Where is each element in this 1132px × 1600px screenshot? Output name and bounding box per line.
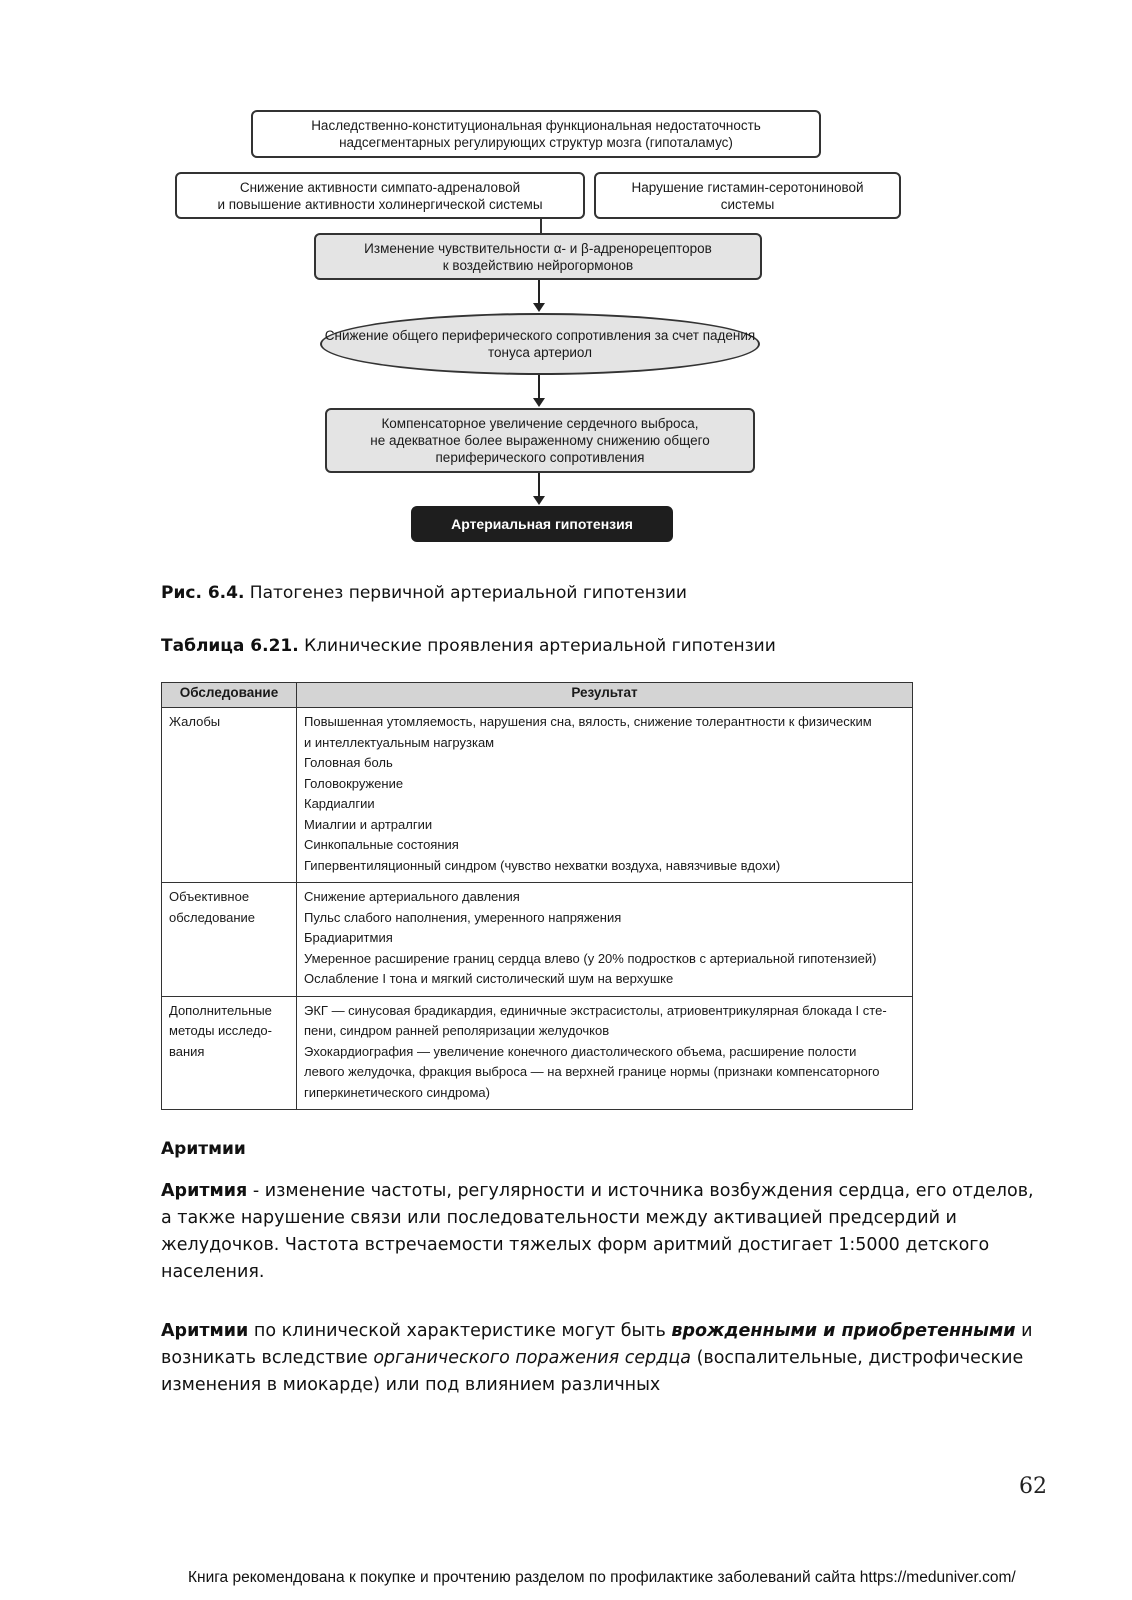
clinical-table	[161, 682, 913, 1110]
diagram-text-line: Нарушение гистамин-серотониновой	[631, 179, 864, 195]
cell-line: Брадиаритмия	[304, 930, 393, 945]
table-header-row	[162, 683, 913, 708]
paragraph-definition	[161, 1178, 1041, 1286]
section-heading: Аритмии	[161, 1139, 246, 1159]
cell-line: Снижение артериального давления	[304, 889, 520, 904]
term-bold: Аритмии	[161, 1321, 249, 1341]
table-caption	[161, 636, 776, 656]
cell-line: Повышенная утомляемость, нарушения сна, вялость, снижение толерантности к физическим	[304, 714, 872, 729]
table-row	[162, 883, 913, 997]
cell-line: Синкопальные состояния	[304, 837, 459, 852]
paragraph-text: (воспалительные, дистрофические изменения в миокарде) или под влиянием различных	[161, 1348, 1024, 1395]
diagram-ellipse-resistance	[320, 313, 760, 375]
table-cell-content	[297, 883, 913, 997]
diagram-text-line: системы	[720, 196, 775, 212]
paragraph-text: и возникать вследствие	[161, 1321, 1033, 1368]
connector-line	[540, 219, 542, 233]
page-number: 62	[1019, 1474, 1047, 1499]
table-cell-label	[162, 996, 297, 1110]
arrow-down-icon	[538, 375, 540, 405]
term-bold: Аритмия	[161, 1181, 248, 1201]
table-caption-text: Клинические проявления артериальной гипотензии	[298, 636, 776, 656]
arrow-down-icon	[538, 280, 540, 310]
row-label: Объективное обследование	[169, 889, 256, 925]
diagram-text-line: Артериальная гипотензия	[451, 515, 633, 532]
row-label: Жалобы	[169, 714, 221, 729]
cell-line: Миалгии и артралгии	[304, 816, 433, 832]
diagram-text-line: Компенсаторное увеличение сердечного выброса,	[381, 416, 699, 431]
paragraph-classification	[161, 1318, 1041, 1399]
table-row	[162, 996, 913, 1110]
diagram-text-line: и повышение активности холинергической системы	[217, 196, 543, 212]
emphasis-bold-italic: врожденными и приобретенными	[671, 1321, 1016, 1341]
cell-line: гиперкинетического синдрома)	[304, 1084, 490, 1100]
table-header-cell: Результат	[297, 683, 913, 708]
diagram-box-histamine	[594, 172, 901, 219]
diagram-text-line: не адекватное более выраженному снижению общего	[370, 433, 710, 448]
cell-line: Кардиалгии	[304, 796, 375, 811]
diagram-text-line: Изменение чувствительности α- и β-адренорецепторов	[364, 240, 712, 256]
table-header-cell: Обследование	[162, 683, 297, 708]
cell-line: Пульс слабого наполнения, умеренного напряжения	[304, 909, 622, 925]
arrow-down-icon	[538, 473, 540, 503]
diagram-box-sympatho	[175, 172, 585, 219]
diagram-box-receptors	[314, 233, 762, 280]
cell-line: Гипервентиляционный синдром (чувство нехватки воздуха, навязчивые вдохи)	[304, 857, 781, 873]
table-cell-label	[162, 883, 297, 997]
table-cell-content	[297, 708, 913, 883]
paragraph-text: - изменение частоты, регулярности и источника возбуждения сердца, его отделов, а также нарушение связи или последовательности между активацией предсердий и желудочков. Частота встречаемости тяжелых форм аритмий достигает 1:5000 детского населения.	[161, 1181, 1034, 1282]
table-row	[162, 708, 913, 883]
cell-line: и интеллектуальным нагрузкам	[304, 734, 495, 750]
diagram-text-line: периферического сопротивления	[435, 450, 645, 465]
diagram-text-line: к воздействию нейрогормонов	[442, 257, 634, 273]
diagram-text-line: надсегментарных регулирующих структур мозга (гипоталамус)	[339, 135, 733, 150]
diagram-text-line: сопротивления за счет падения тонуса артериол	[488, 328, 756, 360]
diagram-text-line: Наследственно-конституциональная функциональная недостаточность	[311, 118, 761, 133]
cell-line: Головокружение	[304, 775, 404, 791]
emphasis-italic: органического поражения сердца	[373, 1348, 691, 1368]
paragraph-text: по клинической характеристике могут быть	[248, 1321, 672, 1341]
diagram-text-line: Снижение общего периферического	[324, 328, 553, 343]
diagram-box-heredity	[251, 110, 821, 158]
cell-line: ЭКГ — синусовая брадикардия, единичные экстрасистолы, атриовентрикулярная блокада I сте-	[304, 1002, 887, 1018]
cell-line: пени, синдром ранней реполяризации желудочков	[304, 1023, 610, 1038]
figure-caption-label: Рис. 6.4.	[161, 583, 245, 603]
table-cell-label	[162, 708, 297, 883]
table-cell-content	[297, 996, 913, 1110]
footer-note: Книга рекомендована к покупке и прочтению разделом по профилактике заболеваний сайта https://meduniver.com/	[188, 1569, 1016, 1586]
row-label: Дополнительные методы исследо-вания	[169, 1002, 272, 1059]
table-caption-label: Таблица 6.21.	[161, 636, 299, 656]
cell-line: левого желудочка, фракция выброса — на верхней границе нормы (признаки компенсаторного	[304, 1064, 880, 1079]
diagram-box-hypotension	[411, 506, 673, 542]
diagram-text-line: Снижение активности симпато-адреналовой	[239, 179, 521, 195]
cell-line: Умеренное расширение границ сердца влево (у 20% подростков с артериальной гипотензией)	[304, 950, 877, 966]
cell-line: Эхокардиография — увеличение конечного диастолического объема, расширение полости	[304, 1043, 857, 1059]
figure-caption-text: Патогенез первичной артериальной гипотензии	[244, 583, 687, 603]
diagram-box-compensatory	[325, 408, 755, 473]
cell-line: Ослабление I тона и мягкий систолический шум на верхушке	[304, 971, 674, 986]
figure-caption	[161, 583, 687, 603]
cell-line: Головная боль	[304, 755, 393, 770]
